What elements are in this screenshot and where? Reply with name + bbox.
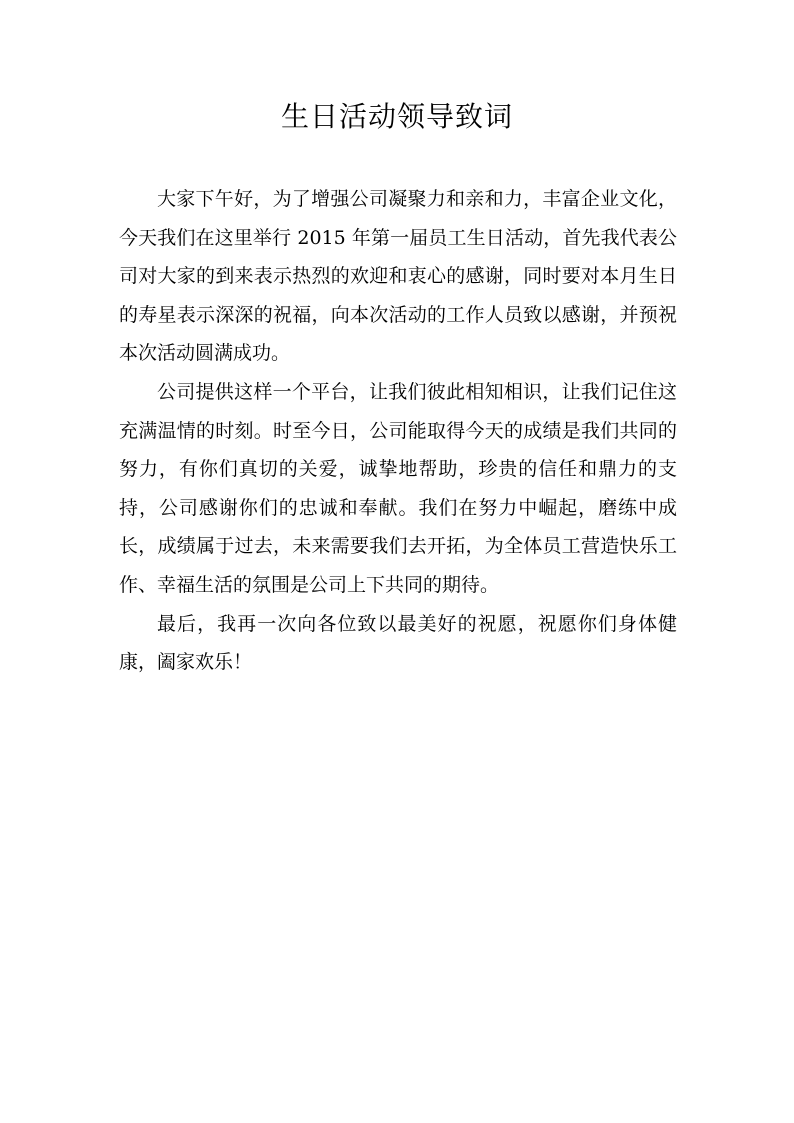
paragraph-closing: 最后，我再一次向各位致以最美好的祝愿，祝愿你们身体健康，阖家欢乐！ (119, 612, 677, 674)
paragraph-greeting: 大家下午好，为了增强公司凝聚力和亲和力，丰富企业文化，今天我们在这里举行 2015 年第一届员工生日活动，首先我代表公司对大家的到来表示热烈的欢迎和衷心的感谢，同时要对本月生日的寿星表示深深的祝福，向本次活动的工作人员致以感谢，并预祝本次活动圆满成功。 (119, 188, 677, 365)
document-body (119, 180, 677, 682)
paragraph-platform: 公司提供这样一个平台，让我们彼此相知相识，让我们记住这充满温情的时刻。时至今日，公司能取得今天的成绩是我们共同的努力，有你们真切的关爱，诚挚地帮助，珍贵的信任和鼎力的支持，公司感谢你们的忠诚和奉献。我们在努力中崛起，磨练中成长，成绩属于过去，未来需要我们去开拓，为全体员工营造快乐工作、幸福生活的氛围是公司上下共同的期待。 (119, 380, 677, 596)
document-title: 生日活动领导致词 (280, 100, 513, 133)
